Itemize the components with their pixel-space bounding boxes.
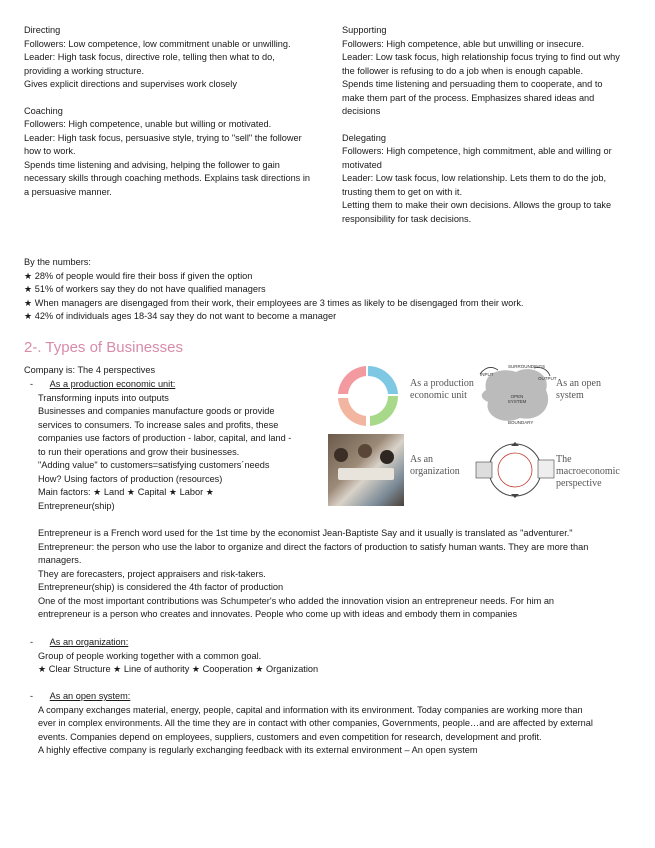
open-system-surroundings: SURROUNDINGS [508, 364, 546, 369]
production-line: companies use factors of production - labor, capital, and land - [38, 433, 292, 443]
delegating-line: Letting them to make their own decisions. Allows the group to take [342, 200, 612, 210]
team-photo [328, 434, 404, 506]
organization-title: As an organization: [49, 637, 129, 647]
bullet-dash: - [30, 379, 34, 389]
section-heading: 2-. Types of Businesses [24, 339, 183, 356]
label-organization: As an organization [410, 454, 460, 477]
coaching-line: Spends time listening and advising, helping the follower to gain [24, 159, 280, 170]
directing-line: providing a working structure. [24, 65, 145, 76]
open-system-input: INPUT [480, 372, 494, 377]
entrepreneur-line: entrepreneur is a person who creates and innovates. People who come up with ideas and embody them in companies [38, 609, 518, 619]
directing-title: Directing [24, 25, 61, 35]
entrepreneur-line: Entrepreneur is a French word used for the 1st time by the economist Jean-Baptiste Say and it usually is translated as "adventurer." [38, 528, 573, 538]
coaching-line: a persuasive manner. [24, 186, 112, 197]
delegating-line: trusting them to get on with it. [342, 186, 463, 197]
cycle-arrows-icon [328, 360, 408, 432]
production-line: Entrepreneur(ship) [38, 500, 115, 511]
entrepreneur-line: managers. [38, 555, 82, 565]
delegating-title: Delegating [342, 132, 386, 143]
supporting-line: Leader: Low task focus, high relationship focus trying to find out why [342, 52, 620, 62]
supporting-line: Followers: High competence, able but unwilling or insecure. [342, 38, 585, 49]
organization-line: ★ Clear Structure ★ Line of authority ★ Cooperation ★ Organization [38, 664, 319, 674]
entrepreneur-line: One of the most important contributions was Schumpeter's who added the innovation vision an entrepreneur needs. For him an [38, 595, 555, 606]
production-line: Businesses and companies manufacture goods or provide [38, 406, 275, 416]
delegating-line: Followers: High competence, high commitment, able and willing or [342, 146, 612, 156]
coaching-title: Coaching [24, 105, 63, 116]
circular-flow-diagram [474, 434, 556, 506]
organization-block [30, 636, 640, 677]
entrepreneur-line: Entrepreneur: the person who use the labor to organize and direct the factors of production to satisfy human wants. They are more than [38, 541, 589, 552]
numbers-item: ★ When managers are disengaged from their work, their employees are 3 times as likely to be disengaged from their work. [24, 297, 524, 308]
open-system-output: OUTPUT [538, 376, 557, 381]
open-system-line: ever in complex environments. All the time they are in contact with other companies, Governments, people…and are affected by external [38, 718, 593, 728]
production-line: services to consumers. To increase sales and profits, these [38, 419, 279, 430]
section-intro: Company is: The 4 perspectives [24, 365, 156, 375]
production-line: How? Using factors of production (resources) [38, 473, 223, 484]
supporting-line: the follower is refusing to do a job when is enough capable. [342, 65, 584, 76]
label-macro: The macroeconomic perspective [556, 454, 620, 489]
organization-line: Group of people working together with a common goal. [38, 650, 262, 661]
numbers-item: ★ 42% of individuals ages 18-34 say they do not want to become a manager [24, 311, 337, 321]
entrepreneur-line: They are forecasters, project appraisers and risk-takers. [38, 568, 266, 579]
supporting-title: Supporting [342, 25, 387, 35]
production-line: "Adding value" to customers=satisfying customers´needs [38, 460, 270, 470]
bullet-dash: - [30, 691, 34, 701]
open-system-center: OPEN SYSTEM [507, 394, 527, 404]
numbers-item: ★ 28% of people would fire their boss if given the option [24, 270, 253, 281]
numbers-block [24, 256, 644, 324]
production-title: As a production economic unit: [49, 379, 176, 389]
numbers-title: By the numbers: [24, 257, 91, 267]
supporting-block [342, 24, 642, 226]
coaching-line: Leader: High task focus, persuasive style, trying to "sell" the follower [24, 132, 302, 143]
bullet-dash: - [30, 637, 34, 647]
directing-line: Leader: High task focus, directive role, telling then what to do, [24, 52, 275, 62]
open-system-title-row [30, 690, 645, 704]
production-line: Transforming inputs into outputs [38, 392, 169, 403]
delegating-line: Leader: Low task focus, low relationship. Lets them to do the job, [342, 173, 607, 183]
supporting-line: make them part of the process. Emphasizes shared ideas and [342, 92, 595, 103]
numbers-item: ★ 51% of workers say they do not have qualified managers [24, 284, 266, 294]
coaching-line: Followers: High competence, unable but willing or motivated. [24, 119, 272, 129]
supporting-line: Spends time listening and persuading them to cooperate, and to [342, 79, 603, 89]
delegating-line: motivated [342, 159, 382, 170]
label-open-system: As an open system [556, 378, 601, 401]
label-production: As a production economic unit [410, 378, 474, 401]
production-title-row [30, 378, 320, 392]
directing-line: Followers: Low competence, low commitment unable or unwilling. [24, 38, 291, 49]
perspectives-figure [326, 358, 642, 508]
entrepreneur-line: Entrepreneur(ship) is considered the 4th factor of production [38, 582, 284, 592]
coaching-line: necessary skills through coaching methods. Explains task directions in [24, 173, 310, 183]
delegating-line: responsibility for task decisions. [342, 213, 472, 224]
open-system-line: A company exchanges material, energy, people, capital and information with its environment. Today companies are working more than [38, 704, 583, 715]
supporting-line: decisions [342, 106, 381, 116]
entrepreneur-block [38, 527, 648, 622]
open-system-block [30, 690, 645, 758]
open-system-line: events. Companies depend on employees, suppliers, customers and even competition for research, development and profit. [38, 731, 542, 742]
open-system-title: As an open system: [49, 691, 131, 701]
open-system-line: A highly effective company is regularly exchanging feedback with its external environment – An open system [38, 745, 478, 755]
directing-block [24, 24, 324, 199]
production-line: to run their operations and grow their businesses. [38, 446, 240, 457]
production-line: Main factors: ★ Land ★ Capital ★ Labor ★ [38, 487, 214, 497]
coaching-line: how to work. [24, 146, 76, 156]
open-system-boundary: BOUNDARY [508, 420, 534, 425]
production-block [30, 378, 320, 513]
organization-title-row [30, 636, 640, 650]
directing-line: Gives explicit directions and supervises work closely [24, 79, 237, 89]
